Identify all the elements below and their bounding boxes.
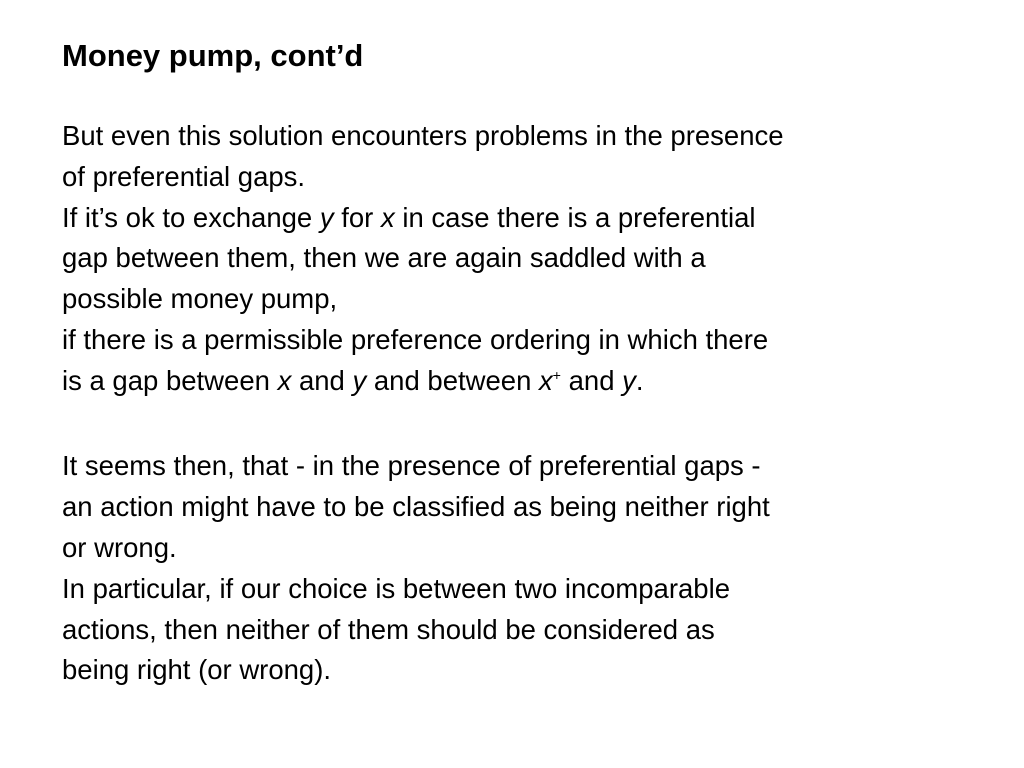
body-line: an action might have to be classified as being neither right — [62, 491, 770, 523]
superscript-plus: + — [552, 366, 561, 383]
text-segment: is a gap between — [62, 364, 278, 396]
text-segment: and — [291, 364, 353, 396]
text-segment: and between — [366, 364, 540, 396]
body-line: if there is a permissible preference ordering in which there — [62, 323, 769, 355]
text-segment: in case there is a preferential — [394, 201, 756, 233]
body-line: But even this solution encounters problems in the presence — [62, 120, 784, 151]
body-line: In particular, if our choice is between two incomparable — [62, 572, 730, 604]
body-line: possible money pump, — [62, 283, 338, 315]
body-line: actions, then neither of them should be considered as — [62, 613, 715, 645]
variable-x: x — [380, 201, 395, 233]
slide-title: Money pump, cont’d — [62, 38, 364, 73]
body-line: being right (or wrong). — [62, 654, 332, 686]
variable-y: y — [319, 201, 334, 233]
text-segment: . — [635, 364, 644, 396]
body-line: It seems then, that - in the presence of preferential gaps - — [62, 450, 761, 482]
body-line: gap between them, then we are again saddled with a — [62, 242, 706, 274]
text-segment: and — [560, 364, 623, 396]
variable-x-plus: x — [539, 364, 553, 396]
body-line: or wrong. — [62, 531, 177, 563]
variable-x: x — [277, 364, 292, 396]
paragraph-gap — [62, 406, 982, 447]
body-line — [62, 361, 982, 406]
body-line: of preferential gaps. — [62, 160, 306, 192]
slide-body — [62, 116, 982, 691]
variable-y: y — [352, 364, 367, 396]
text-segment: for — [333, 201, 381, 233]
variable-y: y — [622, 364, 636, 396]
slide-content — [62, 36, 982, 691]
body-line — [62, 198, 982, 239]
text-segment: If it’s ok to exchange — [62, 201, 320, 233]
